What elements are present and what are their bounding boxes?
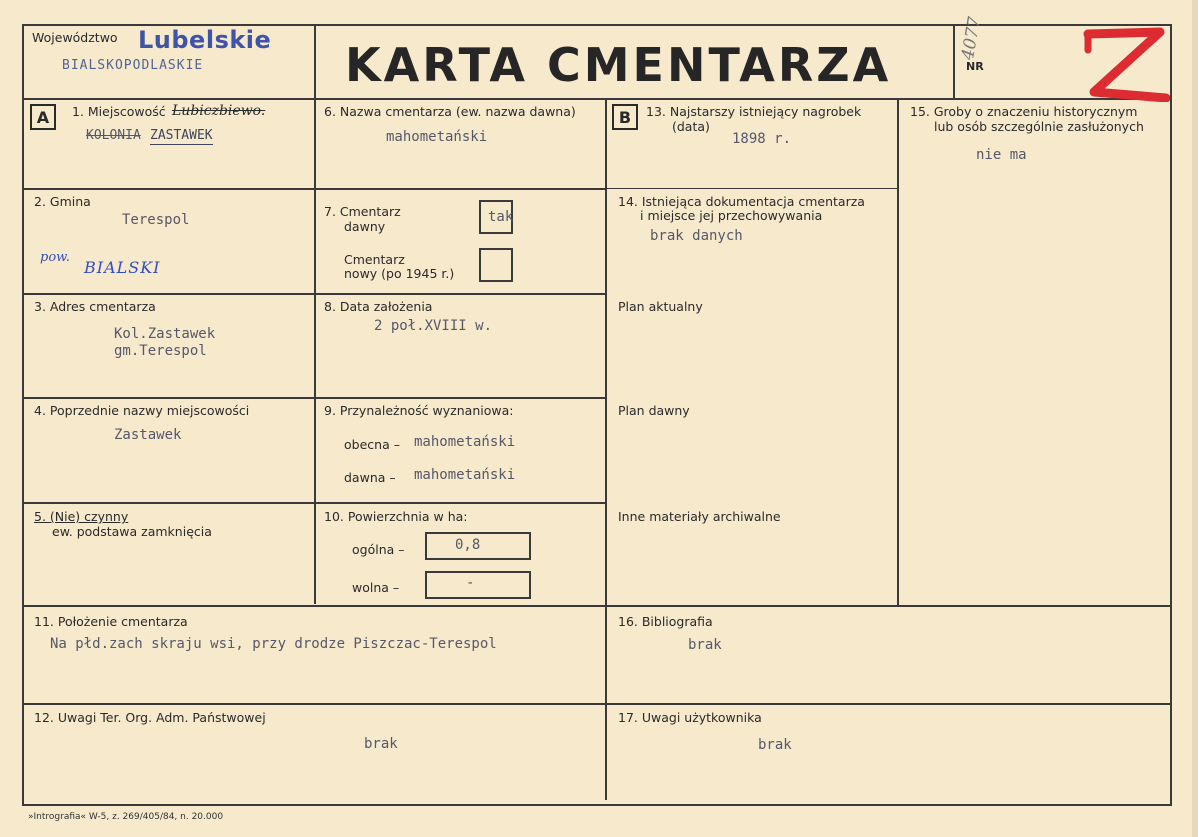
field-14-value: brak danych: [650, 228, 743, 244]
field-10-wolna-value: -: [466, 575, 475, 591]
field-7-nowy-1: Cmentarz: [344, 252, 405, 267]
wojewodztwo-stamp: Lubelskie: [138, 26, 272, 54]
field-17-value: brak: [758, 737, 792, 753]
field-14-label-2: i miejsce jej przechowywania: [640, 208, 823, 223]
field-4-label: 4. Poprzednie nazwy miejscowości: [34, 403, 250, 418]
plan-aktualny-label: Plan aktualny: [618, 299, 703, 314]
rule-col-15: [897, 98, 899, 606]
nr-label: NR: [966, 60, 984, 73]
field-15-label-2: lub osób szczególnie zasłużonych: [934, 119, 1144, 134]
field-14-label-1: 14. Istniejąca dokumentacja cmentarza: [618, 194, 865, 209]
card-title: KARTA CMENTARZA: [345, 38, 892, 92]
paper-edge: [1192, 0, 1198, 837]
rule-b-row1: [606, 188, 898, 189]
field-15-value: nie ma: [976, 147, 1027, 163]
rule-col-a-b: [605, 98, 607, 800]
field-12-label: 12. Uwagi Ter. Org. Adm. Państwowej: [34, 710, 266, 725]
field-7-nowy-2: nowy (po 1945 r.): [344, 266, 455, 281]
field-1-typed: ZASTAWEK: [150, 128, 213, 143]
field-2-label: 2. Gmina: [34, 194, 91, 209]
field-5-label: 5. (Nie) czynny: [34, 509, 129, 524]
rule-header-col1: [314, 24, 316, 604]
rule-a-row4: [22, 502, 606, 504]
field-2-hand-prefix: pow.: [40, 250, 70, 265]
field-3-line2: gm.Terespol: [114, 343, 207, 359]
field-7-label: 7. Cmentarz: [324, 204, 401, 219]
field-16-value: brak: [688, 637, 722, 653]
field-6-label: 6. Nazwa cmentarza (ew. nazwa dawna): [324, 104, 576, 119]
rule-a-row2: [22, 293, 606, 295]
field-8-value: 2 poł.XVIII w.: [374, 318, 493, 334]
field-3-label: 3. Adres cmentarza: [34, 299, 156, 314]
field-17-label: 17. Uwagi użytkownika: [618, 710, 762, 725]
printer-footer: »Intrografia« W-5, z. 269/405/84, n. 20.000: [28, 812, 224, 822]
field-8-label: 8. Data założenia: [324, 299, 433, 314]
field-11-value: Na płd.zach skraju wsi, przy drodze Piszczac-Terespol: [50, 636, 497, 652]
plan-dawny-label: Plan dawny: [618, 403, 690, 418]
field-1-label: 1. Miejscowość: [72, 104, 166, 119]
section-b-letter: B: [612, 104, 638, 130]
field-7-dawny: dawny: [344, 219, 386, 234]
red-z-icon: [1082, 26, 1170, 102]
field-10-wolna-box[interactable]: [425, 571, 531, 599]
rule-header-col2: [953, 24, 955, 98]
rule-main-bottom: [22, 605, 1172, 607]
field-7-dawny-value: tak: [488, 209, 514, 225]
red-z-mark: [1082, 26, 1170, 102]
field-11-label: 11. Położenie cmentarza: [34, 614, 188, 629]
field-13-label-1: 13. Najstarszy istniejący nagrobek: [646, 104, 862, 119]
field-10-label: 10. Powierzchnia w ha:: [324, 509, 468, 524]
field-10-wolna-label: wolna –: [352, 580, 400, 595]
field-12-value: brak: [364, 736, 398, 752]
field-15-label-1: 15. Groby o znaczeniu historycznym: [910, 104, 1138, 119]
field-2-hand: BIALSKI: [84, 258, 161, 277]
field-9-dawna-label: dawna –: [344, 470, 396, 485]
field-1-hand-struck: Lubiczbiewo.: [172, 103, 266, 119]
field-9-obecna-label: obecna –: [344, 437, 400, 452]
field-3-line1: Kol.Zastawek: [114, 326, 216, 342]
field-6-value: mahometański: [386, 129, 488, 145]
rule-a-row1: [22, 188, 606, 190]
rule-bottom-mid: [22, 703, 1172, 705]
nr-handwritten: 4077: [958, 15, 986, 62]
field-9-dawna-value: mahometański: [414, 467, 516, 483]
field-1-typed-struck: KOLONIA: [86, 128, 141, 143]
field-7-nowy-checkbox[interactable]: [479, 248, 513, 282]
wojewodztwo-label: Województwo: [32, 30, 118, 45]
field-10-ogolna-label: ogólna –: [352, 542, 405, 557]
section-a-letter: A: [30, 104, 56, 130]
rule-header: [22, 98, 1172, 100]
field-13-label-2: (data): [672, 119, 710, 134]
field-13-value: 1898 r.: [732, 131, 792, 147]
inne-materialy-label: Inne materiały archiwalne: [618, 509, 781, 524]
field-9-label: 9. Przynależność wyznaniowa:: [324, 403, 514, 418]
field-5-sub: ew. podstawa zamknięcia: [52, 524, 212, 539]
field-2-value: Terespol: [122, 212, 190, 228]
wojewodztwo-typed: BIALSKOPODLASKIE: [62, 58, 204, 73]
field-4-value: Zastawek: [114, 427, 182, 443]
field-10-ogolna-value: 0,8: [455, 537, 481, 553]
rule-a-row3: [22, 397, 606, 399]
field-16-label: 16. Bibliografia: [618, 614, 713, 629]
field-9-obecna-value: mahometański: [414, 434, 516, 450]
